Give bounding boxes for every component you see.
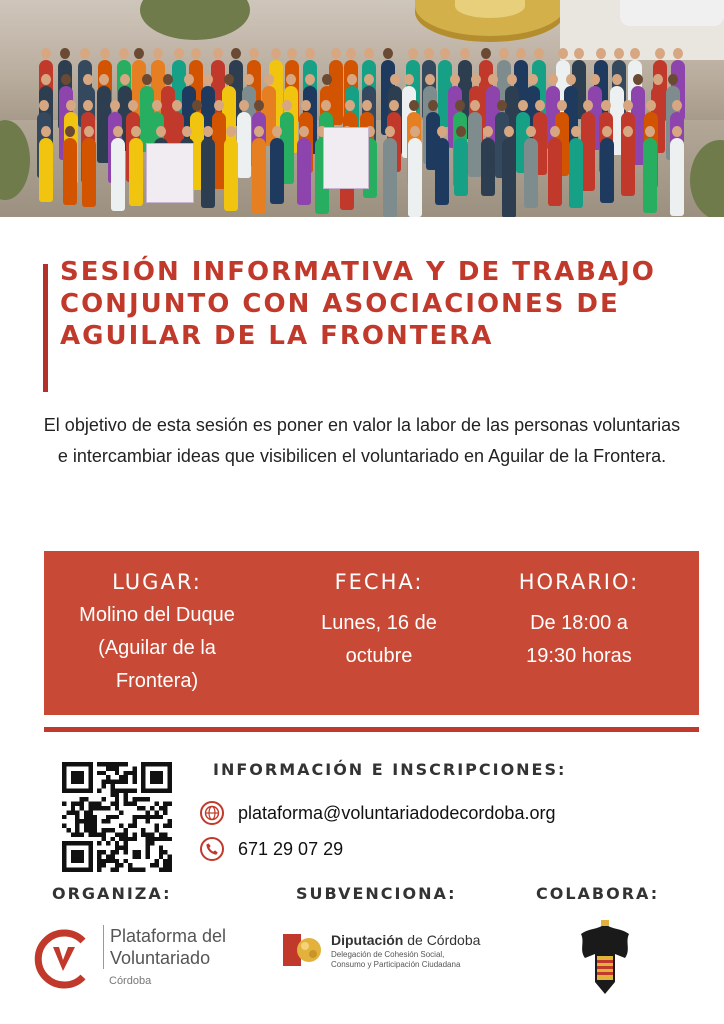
photo-person	[569, 138, 583, 208]
intro-paragraph: El objetivo de esta sesión es poner en valor la labor de las personas voluntarias e intercambiar ideas que visibilicen el voluntariado en Aguilar de la Frontera.	[43, 415, 681, 466]
photo-person-head	[213, 48, 223, 59]
photo-person	[621, 138, 635, 196]
photo-person-head	[119, 48, 129, 59]
photo-person-head	[602, 126, 612, 137]
photo-person-head	[424, 48, 434, 59]
photo-person-head	[271, 48, 281, 59]
photo-person-head	[364, 48, 374, 59]
photo-person-head	[364, 74, 374, 85]
lugar-label: LUGAR:	[112, 570, 202, 594]
photo-person-head	[192, 100, 202, 111]
photo-person-head	[507, 74, 517, 85]
photo-person-head	[60, 48, 70, 59]
photo-person	[670, 138, 684, 216]
photo-banner	[146, 143, 194, 203]
photo-person-head	[550, 126, 560, 137]
photo-person-head	[583, 100, 593, 111]
photo-person	[643, 138, 657, 213]
photo-person-head	[481, 48, 491, 59]
photo-person-head	[61, 74, 71, 85]
photo-person-head	[254, 100, 264, 111]
photo-person-head	[110, 100, 120, 111]
photo-person-head	[673, 48, 683, 59]
photo-person	[201, 138, 215, 208]
photo-person	[548, 138, 562, 206]
title-accent-bar	[43, 264, 48, 392]
photo-person-head	[601, 100, 611, 111]
diputacion-logo	[283, 930, 503, 974]
photo-person-head	[174, 48, 184, 59]
photo-person-head	[623, 126, 633, 137]
photo-person	[435, 138, 449, 205]
photo-person-head	[383, 48, 393, 59]
photo-person	[524, 138, 538, 208]
photo-person-head	[645, 126, 655, 137]
photo-person-head	[590, 74, 600, 85]
photo-person-head	[83, 100, 93, 111]
colabora-label: COLABORA:	[536, 884, 660, 903]
photo-person-head	[254, 126, 264, 137]
photo-person	[297, 138, 311, 205]
diputacion-name: Diputación de Córdoba	[331, 932, 481, 948]
photo-person	[270, 138, 284, 204]
photo-person-head	[408, 48, 418, 59]
photo-person-head	[389, 100, 399, 111]
plataforma-logo	[33, 925, 243, 995]
fecha-text: Lunes, 16 de octubre	[321, 612, 437, 667]
photo-person-head	[440, 48, 450, 59]
event-details-box	[44, 551, 699, 715]
photo-person-head	[272, 126, 282, 137]
diputacion-subtitle: Delegación de Cohesión Social, Consumo y Participación Ciudadana	[331, 950, 461, 969]
photo-person-head	[456, 126, 466, 137]
photo-person-head	[574, 48, 584, 59]
photo-person-head	[41, 48, 51, 59]
photo-person-head	[534, 48, 544, 59]
photo-person-head	[322, 74, 332, 85]
photo-person-head	[224, 74, 234, 85]
page-title: SESIÓN INFORMATIVA Y DE TRABAJO CONJUNTO CON ASOCIACIONES DE AGUILAR DE LA FRONTERA	[60, 257, 656, 351]
photo-person-head	[504, 126, 514, 137]
phone-number[interactable]: 671 29 07 29	[238, 838, 344, 859]
photo-person-head	[66, 100, 76, 111]
photo-person	[252, 138, 266, 214]
photo-person-head	[668, 74, 678, 85]
photo-person	[408, 138, 422, 217]
photo-person-head	[548, 74, 558, 85]
photo-person-head	[100, 48, 110, 59]
photo-person-head	[134, 48, 144, 59]
photo-person-head	[113, 126, 123, 137]
fecha-label: FECHA:	[334, 570, 424, 594]
photo-person	[224, 138, 238, 211]
photo-person-head	[286, 74, 296, 85]
photo-person-head	[99, 74, 109, 85]
photo-person-head	[390, 74, 400, 85]
phone-row[interactable]	[200, 837, 343, 861]
photo-person-head	[346, 48, 356, 59]
photo-person-head	[331, 48, 341, 59]
plataforma-emblem-icon	[33, 927, 97, 991]
group-photo	[0, 0, 724, 217]
photo-person	[600, 138, 614, 203]
photo-person-head	[172, 100, 182, 111]
photo-person-head	[409, 100, 419, 111]
photo-person	[39, 138, 53, 202]
photo-person-head	[345, 100, 355, 111]
photo-person	[502, 138, 516, 217]
photo-person-head	[437, 126, 447, 137]
photo-person-head	[623, 100, 633, 111]
qr-code[interactable]	[62, 762, 172, 872]
photo-banner	[323, 127, 369, 189]
photo-person-head	[672, 126, 682, 137]
photo-car	[620, 0, 724, 26]
photo-person-head	[203, 126, 213, 137]
email-link[interactable]: plataforma@voluntariadodecordoba.org	[238, 802, 556, 823]
photo-person-head	[120, 74, 130, 85]
lugar-text: Molino del Duque (Aguilar de la Frontera)	[79, 604, 235, 692]
photo-person-head	[231, 48, 241, 59]
photo-person-head	[488, 74, 498, 85]
subvenciona-label: SUBVENCIONA:	[296, 884, 457, 903]
photo-person-head	[41, 74, 51, 85]
phone-icon	[200, 837, 224, 861]
photo-person	[111, 138, 125, 211]
photo-person-head	[653, 74, 663, 85]
photo-person-head	[264, 74, 274, 85]
photo-person-head	[80, 48, 90, 59]
photo-tree	[140, 0, 250, 40]
photo-person-head	[516, 48, 526, 59]
photo-person	[481, 138, 495, 196]
photo-person-head	[41, 126, 51, 137]
photo-person-head	[282, 100, 292, 111]
photo-person	[129, 138, 143, 206]
horario-label: HORARIO:	[518, 570, 640, 594]
photo-person-head	[362, 100, 372, 111]
photo-person-head	[152, 100, 162, 111]
photo-person-head	[305, 48, 315, 59]
globe-icon	[200, 801, 224, 825]
photo-person-head	[499, 48, 509, 59]
photo-person-head	[249, 48, 259, 59]
photo-person-head	[214, 100, 224, 111]
photo-person-head	[460, 48, 470, 59]
photo-person	[454, 138, 468, 196]
section-divider	[44, 727, 699, 732]
photo-person-head	[347, 74, 357, 85]
photo-person	[82, 138, 96, 207]
photo-person	[237, 112, 251, 178]
horario-text: De 18:00 a 19:30 horas	[526, 612, 632, 667]
photo-person-head	[287, 48, 297, 59]
horario-block	[494, 567, 664, 673]
plataforma-name: Plataforma del Voluntariado	[103, 925, 230, 969]
photo-person-head	[191, 48, 201, 59]
photo-person-head	[131, 126, 141, 137]
photo-person-head	[450, 74, 460, 85]
fecha-block	[294, 567, 464, 673]
email-row[interactable]	[200, 801, 555, 825]
aguilar-coat-of-arms-icon	[575, 920, 635, 998]
photo-person	[63, 138, 77, 205]
photo-person	[383, 138, 397, 217]
contact-heading: INFORMACIÓN E INSCRIPCIONES:	[213, 760, 567, 779]
organiza-label: ORGANIZA:	[52, 884, 172, 903]
photo-person-head	[596, 48, 606, 59]
diputacion-emblem-icon	[283, 930, 325, 970]
plataforma-city: Córdoba	[109, 975, 152, 987]
photo-person-head	[497, 100, 507, 111]
photo-person-head	[321, 100, 331, 111]
photo-person-head	[471, 74, 481, 85]
photo-person-head	[612, 74, 622, 85]
photo-person-head	[301, 100, 311, 111]
photo-person-head	[153, 48, 163, 59]
lugar-block	[62, 567, 252, 698]
